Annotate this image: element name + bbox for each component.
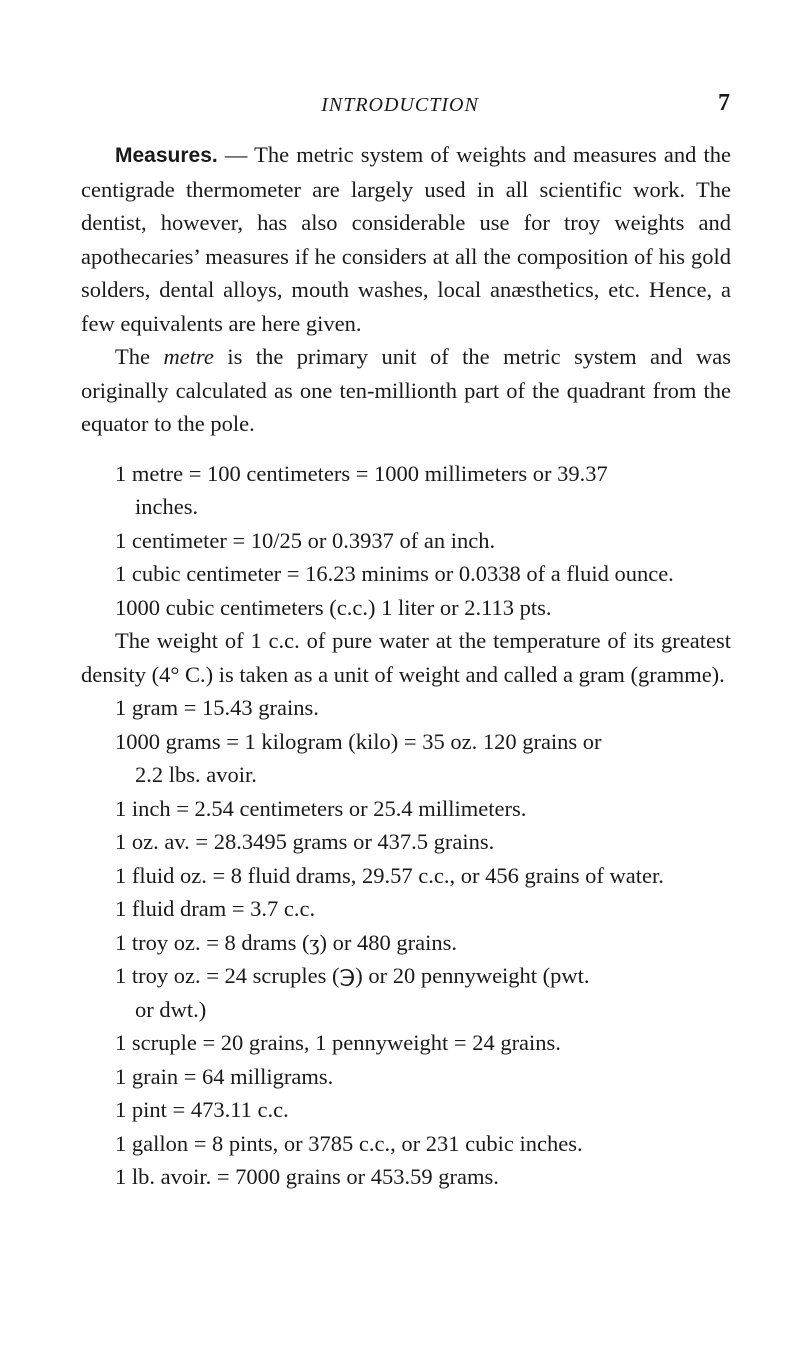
metre-text-before: The [115, 344, 164, 369]
equivalence-line [81, 1160, 731, 1194]
equivalence-line [81, 926, 731, 960]
equivalence-text: 1 troy oz. = 24 scruples (℈) or 20 pennyweight (pwt. [115, 963, 590, 988]
equivalence-continuation: or dwt.) [135, 996, 207, 1022]
equivalence-text: 1 pint = 473.11 c.c. [115, 1097, 289, 1122]
equivalence-line [81, 725, 731, 792]
equivalence-line [81, 691, 731, 725]
equivalence-line [81, 557, 731, 591]
equivalence-continuation: 2.2 lbs. avoir. [135, 762, 257, 787]
equivalence-text: 1 fluid dram = 3.7 c.c. [115, 896, 316, 921]
equivalence-line [81, 1026, 731, 1060]
metre-paragraph [81, 340, 731, 441]
metre-text-after: is the primary unit of the metric system and was originally calculated as one ten-millionth part of the quadrant from the equator to the pole. [81, 344, 732, 436]
equivalence-text: 1 fluid oz. = 8 fluid drams, 29.57 c.c., or 456 grains of water. [115, 862, 664, 888]
equivalence-line [81, 892, 731, 926]
page-number: 7 [718, 90, 730, 116]
equivalence-text: 1 troy oz. = 8 drams (ʒ) or 480 grains. [115, 929, 457, 955]
equivalence-continuation: inches. [135, 494, 199, 519]
equivalence-line [81, 591, 731, 625]
equivalence-text: 1 grain = 64 milligrams. [115, 1063, 334, 1089]
page-body [81, 138, 731, 1194]
intro-paragraph [81, 138, 731, 340]
equivalence-line [81, 1060, 731, 1094]
equivalence-line [81, 1093, 731, 1127]
equivalence-line [81, 457, 731, 524]
equivalence-text: 1 inch = 2.54 centimeters or 25.4 millimeters. [115, 795, 527, 821]
equivalence-text: 1 lb. avoir. = 7000 grains or 453.59 grams. [115, 1164, 499, 1189]
equivalents-list-metric [81, 457, 731, 625]
metre-term: metre [163, 344, 214, 369]
equivalence-text: 1 gallon = 8 pints, or 3785 c.c., or 231 cubic inches. [115, 1130, 583, 1156]
equivalence-line [81, 1127, 731, 1161]
equivalence-text: 1 cubic centimeter = 16.23 minims or 0.0338 of a fluid ounce. [115, 561, 674, 586]
intro-text: — The metric system of weights and measures and the centigrade thermometer are largely used in all scientific work. The dentist, however, has also considerable use for troy weights and apothecaries’ measures if he considers at all the composition of his gold solders, dental alloys, mouth washes, local anæsthetics, etc. Hence, a few equivalents are here given. [81, 142, 731, 336]
section-lead: Measures. [115, 144, 218, 167]
equivalence-text: 1 scruple = 20 grains, 1 pennyweight = 24 grains. [115, 1030, 561, 1055]
equivalence-line [81, 959, 731, 1026]
equivalence-text: 1 metre = 100 centimeters = 1000 millimeters or 39.37 [115, 460, 608, 486]
equivalents-list-weights [81, 691, 731, 1194]
equivalence-text: 1000 cubic centimeters (c.c.) 1 liter or 2.113 pts. [115, 594, 552, 620]
equivalence-line [81, 524, 731, 558]
equivalence-line [81, 825, 731, 859]
spacer [81, 441, 731, 457]
equivalence-line [81, 859, 731, 893]
page-header [80, 90, 730, 122]
running-head: INTRODUCTION [321, 94, 479, 116]
equivalence-text: 1 oz. av. = 28.3495 grams or 437.5 grains. [115, 829, 495, 854]
equivalence-text: 1 centimeter = 10/25 or 0.3937 of an inch. [115, 527, 496, 553]
gram-paragraph: The weight of 1 c.c. of pure water at the temperature of its greatest density (4° C.) is taken as a unit of weight and called a gram (gramme). [81, 628, 731, 687]
equivalence-text: 1000 grams = 1 kilogram (kilo) = 35 oz. 120 grains or [115, 728, 602, 754]
equivalence-line [81, 792, 731, 826]
equivalence-text: 1 gram = 15.43 grains. [115, 695, 319, 720]
